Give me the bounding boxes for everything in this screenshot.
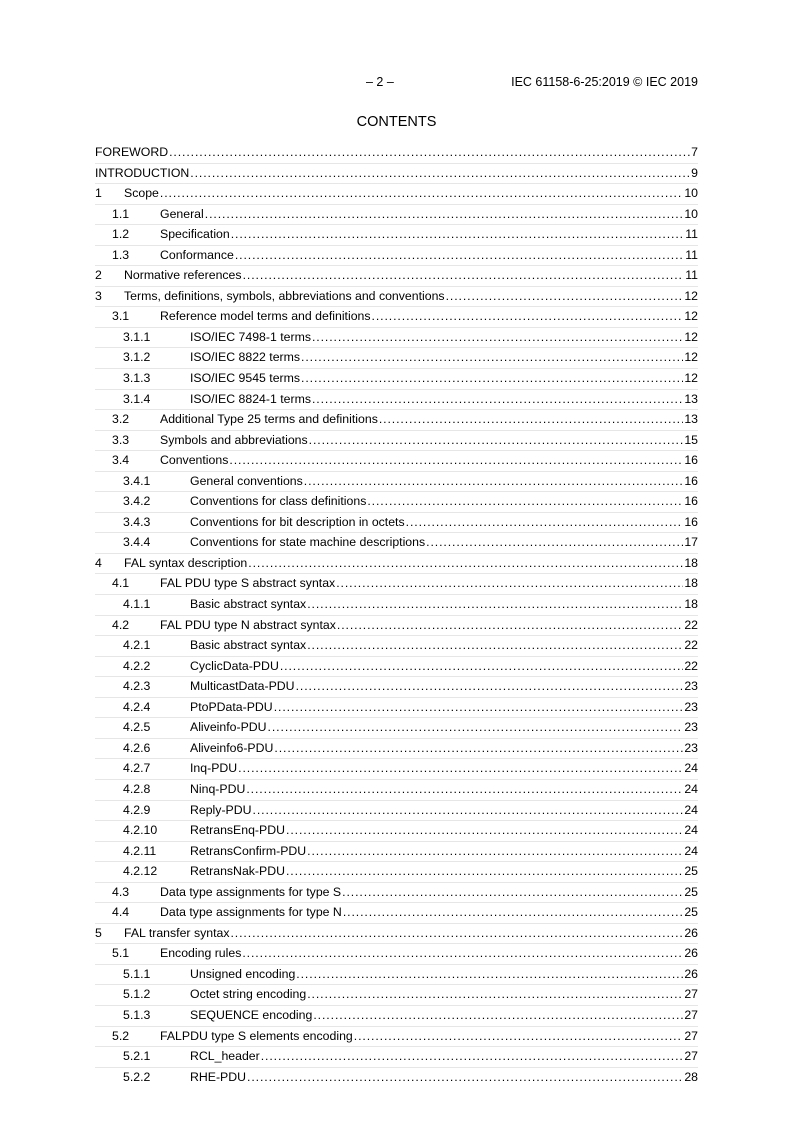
toc-entry[interactable] [95, 327, 698, 348]
toc-entry-number: 4.2.7 [123, 761, 151, 776]
toc-entry-page: 10 [684, 186, 698, 201]
toc-entry-page: 7 [691, 145, 698, 159]
toc-entry-page: 12 [684, 329, 698, 344]
toc-entry[interactable] [95, 265, 698, 286]
contents-title: CONTENTS [356, 114, 437, 130]
toc-entry-title: FAL transfer syntax [124, 924, 230, 944]
toc-entry-number: 4.2.9 [123, 802, 151, 817]
toc-entry-title: ISO/IEC 7498-1 terms [190, 328, 312, 348]
toc-entry[interactable] [95, 615, 698, 636]
toc-entry-number: 1.2 [112, 227, 130, 242]
dot-leader [304, 472, 684, 492]
toc-entry-title: FAL PDU type N abstract syntax [160, 616, 337, 636]
toc-entry-title: RetransConfirm-PDU [190, 842, 307, 862]
toc-entry[interactable] [95, 800, 698, 821]
dot-leader [307, 842, 683, 862]
toc-entry-page: 23 [684, 699, 698, 714]
toc-entry-title: Ninq-PDU [190, 780, 246, 800]
toc-entry-number: 4.2.10 [123, 823, 158, 838]
toc-entry-page: 18 [684, 555, 698, 570]
toc-entry-title: RCL_header [190, 1047, 261, 1067]
toc-entry-number: 4.2.3 [123, 679, 151, 694]
standard-identifier: IEC 61158-6-25:2019 © IEC 2019 [511, 75, 698, 89]
toc-entry-page: 26 [684, 966, 698, 981]
toc-entry-number: 4 [95, 555, 102, 570]
toc-entry-page: 18 [684, 597, 698, 612]
toc-entry[interactable] [95, 676, 698, 697]
dot-leader [248, 554, 683, 574]
dot-leader [247, 1068, 683, 1088]
toc-entry-page: 16 [684, 473, 698, 488]
dot-leader [296, 677, 684, 697]
toc-entry-title: ISO/IEC 8822 terms [190, 348, 301, 368]
dot-leader [312, 390, 683, 410]
toc-entry-title: ISO/IEC 8824-1 terms [190, 390, 312, 410]
toc-entry[interactable] [95, 902, 698, 923]
toc-entry-number: 5 [95, 925, 102, 940]
toc-entry-title: SEQUENCE encoding [190, 1006, 313, 1026]
toc-entry-title: Conventions [160, 451, 229, 471]
toc-entry-title: PtoPData-PDU [190, 698, 274, 718]
toc-entry-number: 4.2.12 [123, 864, 158, 879]
toc-entry-title: RHE-PDU [190, 1068, 247, 1088]
toc-entry-page: 11 [685, 268, 698, 283]
toc-entry-title: Scope [124, 184, 160, 204]
dot-leader [307, 636, 683, 656]
toc-entry-number: 3.1.4 [123, 391, 151, 406]
toc-entry[interactable] [95, 450, 698, 471]
toc-entry[interactable] [95, 471, 698, 492]
toc-entry-page: 16 [684, 453, 698, 468]
dot-leader [231, 225, 685, 245]
toc-entry[interactable] [95, 882, 698, 903]
toc-entry-number: 3.1 [112, 309, 130, 324]
toc-entry-number: 2 [95, 268, 102, 283]
dot-leader [337, 616, 683, 636]
dot-leader [235, 246, 684, 266]
toc-entry-page: 18 [684, 576, 698, 591]
toc-entry-page: 12 [684, 350, 698, 365]
dot-leader [286, 821, 683, 841]
toc-entry-title: MulticastData-PDU [190, 677, 296, 697]
toc-entry[interactable] [95, 635, 698, 656]
toc-entry-number: 4.2 [112, 617, 130, 632]
toc-entry-title: FAL syntax description [124, 554, 248, 574]
toc-entry-title: General conventions [190, 472, 304, 492]
toc-entry[interactable] [95, 923, 698, 944]
toc-entry-title: Conventions for state machine descriptions [190, 533, 426, 553]
toc-entry-page: 13 [684, 391, 698, 406]
toc-entry-page: 24 [684, 781, 698, 796]
toc-entry-page: 27 [684, 1007, 698, 1022]
toc-entry-page: 26 [684, 925, 698, 940]
toc-entry-page: 17 [684, 535, 698, 550]
toc-entry-number: 3.3 [112, 432, 130, 447]
toc-entry-number: 3.1.2 [123, 350, 151, 365]
toc-entry-number: 4.2.2 [123, 658, 151, 673]
dot-leader [301, 369, 683, 389]
toc-entry-number: 3.4.3 [123, 514, 151, 529]
toc-entry-number: 5.2.1 [123, 1049, 151, 1064]
toc-entry-number: 4.4 [112, 905, 130, 920]
toc-entry-number: 5.2.2 [123, 1069, 151, 1084]
toc-entry-page: 10 [684, 206, 698, 221]
dot-leader [307, 985, 683, 1005]
toc-entry[interactable] [95, 491, 698, 512]
dot-leader [261, 1047, 684, 1067]
toc-entry-title: FAL PDU type S abstract syntax [160, 574, 336, 594]
toc-entry-title: Inq-PDU [190, 759, 238, 779]
toc-entry[interactable] [95, 183, 698, 204]
toc-entry-page: 23 [684, 679, 698, 694]
toc-entry-page: 16 [684, 494, 698, 509]
toc-entry-number: 4.2.8 [123, 781, 151, 796]
toc-entry-page: 24 [684, 802, 698, 817]
toc-entry-page: 13 [684, 412, 698, 427]
toc-entry-title: FALPDU type S elements encoding [160, 1027, 354, 1047]
toc-entry[interactable] [95, 430, 698, 451]
dot-leader [296, 965, 683, 985]
toc-entry-number: 1 [95, 186, 102, 201]
dot-leader [190, 164, 690, 184]
dot-leader [406, 513, 684, 533]
toc-entry[interactable] [95, 204, 698, 225]
toc-entry-number: 5.1.3 [123, 1007, 151, 1022]
dot-leader [379, 410, 683, 430]
toc-entry-number: 5.1.1 [123, 966, 151, 981]
toc-entry-number: 4.3 [112, 884, 130, 899]
dot-leader [342, 883, 683, 903]
toc-entry-page: 25 [684, 905, 698, 920]
toc-entry-page: 26 [684, 946, 698, 961]
toc-entry[interactable] [95, 306, 698, 327]
toc-entry-title: Additional Type 25 terms and definitions [160, 410, 379, 430]
table-of-contents [95, 143, 698, 1087]
toc-entry-title: Terms, definitions, symbols, abbreviations and conventions [124, 287, 446, 307]
dot-leader [354, 1027, 684, 1047]
toc-entry[interactable] [95, 409, 698, 430]
toc-entry-number: 5.2 [112, 1028, 130, 1043]
toc-entry-title: Symbols and abbreviations [160, 431, 309, 451]
toc-entry-page: 24 [684, 761, 698, 776]
toc-entry[interactable] [95, 594, 698, 615]
toc-entry-number: 4.2.4 [123, 699, 151, 714]
toc-entry[interactable] [95, 1026, 698, 1047]
toc-entry-page: 25 [684, 864, 698, 879]
dot-leader [243, 266, 685, 286]
toc-entry[interactable] [95, 532, 698, 553]
toc-entry-number: 4.2.11 [123, 843, 157, 858]
dot-leader [343, 903, 684, 923]
dot-leader [426, 533, 683, 553]
toc-entry-title: General [160, 205, 205, 225]
toc-entry-page: 25 [684, 884, 698, 899]
toc-entry[interactable] [95, 656, 698, 677]
dot-leader [372, 307, 684, 327]
toc-entry-number: 4.1 [112, 576, 130, 591]
toc-entry-page: 12 [684, 371, 698, 386]
toc-entry-title: Conventions for bit description in octets [190, 513, 406, 533]
dot-leader [309, 431, 684, 451]
toc-entry[interactable] [95, 163, 698, 184]
toc-entry-page: 23 [684, 740, 698, 755]
dot-leader [307, 595, 683, 615]
toc-entry[interactable] [95, 984, 698, 1005]
toc-entry-number: 5.1 [112, 946, 130, 961]
toc-entry-title: Specification [160, 225, 231, 245]
dot-leader [336, 574, 683, 594]
toc-entry-title: ISO/IEC 9545 terms [190, 369, 301, 389]
toc-entry-page: 11 [685, 227, 698, 242]
dot-leader [268, 718, 684, 738]
toc-entry[interactable] [95, 1005, 698, 1026]
toc-entry-page: 9 [691, 165, 698, 180]
toc-entry-title: Octet string encoding [190, 985, 307, 1005]
toc-entry-number: 4.2.1 [123, 638, 151, 653]
toc-entry-page: 15 [684, 432, 698, 447]
dot-leader [238, 759, 683, 779]
toc-entry[interactable] [95, 286, 698, 307]
toc-entry-page: 12 [684, 309, 698, 324]
toc-entry[interactable] [95, 553, 698, 574]
toc-entry[interactable] [95, 224, 698, 245]
toc-entry-title: Encoding rules [160, 944, 242, 964]
toc-entry-page: 27 [684, 1049, 698, 1064]
toc-entry-number: 4.2.6 [123, 740, 151, 755]
toc-entry-number: 1.1 [112, 206, 130, 221]
dot-leader [313, 1006, 683, 1026]
toc-entry-number: 3.4.4 [123, 535, 151, 550]
toc-entry-page: 11 [685, 247, 698, 262]
dot-leader [312, 328, 683, 348]
toc-entry-title: FOREWORD [95, 143, 169, 163]
toc-entry-title: CyclicData-PDU [190, 657, 280, 677]
toc-entry-page: 27 [684, 987, 698, 1002]
toc-entry-title: Conventions for class definitions [190, 492, 367, 512]
dot-leader [242, 944, 683, 964]
dot-leader [367, 492, 683, 512]
toc-entry-page: 12 [684, 288, 698, 303]
toc-entry-number: 3.4.1 [123, 473, 151, 488]
toc-entry[interactable] [95, 964, 698, 985]
dot-leader [229, 451, 683, 471]
dot-leader [301, 348, 683, 368]
toc-entry-page: 22 [684, 658, 698, 673]
toc-entry-page: 28 [684, 1069, 698, 1084]
toc-entry-number: 3.1.3 [123, 371, 151, 386]
dot-leader [274, 698, 684, 718]
toc-entry[interactable] [95, 143, 698, 163]
toc-entry[interactable] [95, 738, 698, 759]
dot-leader [446, 287, 684, 307]
dot-leader [274, 739, 683, 759]
toc-entry-title: Aliveinfo6-PDU [190, 739, 274, 759]
toc-entry-number: 3 [95, 288, 102, 303]
toc-entry[interactable] [95, 717, 698, 738]
toc-entry-title: Reference model terms and definitions [160, 307, 372, 327]
toc-entry-page: 16 [684, 514, 698, 529]
toc-entry-number: 3.1.1 [123, 329, 151, 344]
toc-entry[interactable] [95, 820, 698, 841]
toc-entry-page: 23 [684, 720, 698, 735]
dot-leader [205, 205, 684, 225]
toc-entry-number: 4.2.5 [123, 720, 151, 735]
dot-leader [280, 657, 683, 677]
page-number: – 2 – [366, 75, 394, 89]
dot-leader [169, 143, 690, 163]
dot-leader [286, 862, 683, 882]
toc-entry-page: 24 [684, 843, 698, 858]
toc-entry-title: Basic abstract syntax [190, 636, 307, 656]
toc-entry-page: 22 [684, 617, 698, 632]
toc-entry-title: Conformance [160, 246, 235, 266]
toc-entry-title: Data type assignments for type N [160, 903, 343, 923]
dot-leader [160, 184, 683, 204]
toc-entry-title: Normative references [124, 266, 243, 286]
toc-entry[interactable] [95, 758, 698, 779]
toc-entry-page: 27 [684, 1028, 698, 1043]
toc-entry-title: Aliveinfo-PDU [190, 718, 268, 738]
toc-entry[interactable] [95, 512, 698, 533]
toc-entry-page: 22 [684, 638, 698, 653]
page-header [95, 75, 698, 93]
toc-entry-number: 3.2 [112, 412, 130, 427]
toc-entry-number: 3.4.2 [123, 494, 151, 509]
toc-entry-title: RetransEnq-PDU [190, 821, 286, 841]
toc-entry[interactable] [95, 245, 698, 266]
toc-entry-number: 4.1.1 [123, 597, 151, 612]
toc-entry-title: Basic abstract syntax [190, 595, 307, 615]
toc-entry[interactable] [95, 1046, 698, 1067]
toc-entry[interactable] [95, 1067, 698, 1088]
toc-entry-number: 5.1.2 [123, 987, 151, 1002]
toc-entry-number: 1.3 [112, 247, 130, 262]
toc-entry[interactable] [95, 347, 698, 368]
toc-entry[interactable] [95, 861, 698, 882]
dot-leader [246, 780, 683, 800]
dot-leader [253, 801, 684, 821]
toc-entry[interactable] [95, 697, 698, 718]
toc-entry[interactable] [95, 573, 698, 594]
toc-entry-number: 3.4 [112, 453, 130, 468]
toc-entry-title: Data type assignments for type S [160, 883, 342, 903]
toc-entry-page: 24 [684, 823, 698, 838]
toc-entry-title: RetransNak-PDU [190, 862, 286, 882]
toc-entry-title: Unsigned encoding [190, 965, 296, 985]
toc-entry[interactable] [95, 779, 698, 800]
dot-leader [230, 924, 683, 944]
toc-entry[interactable] [95, 368, 698, 389]
toc-entry[interactable] [95, 841, 698, 862]
toc-entry-title: Reply-PDU [190, 801, 253, 821]
toc-entry-title: INTRODUCTION [95, 164, 190, 184]
toc-entry[interactable] [95, 389, 698, 410]
toc-entry[interactable] [95, 943, 698, 964]
